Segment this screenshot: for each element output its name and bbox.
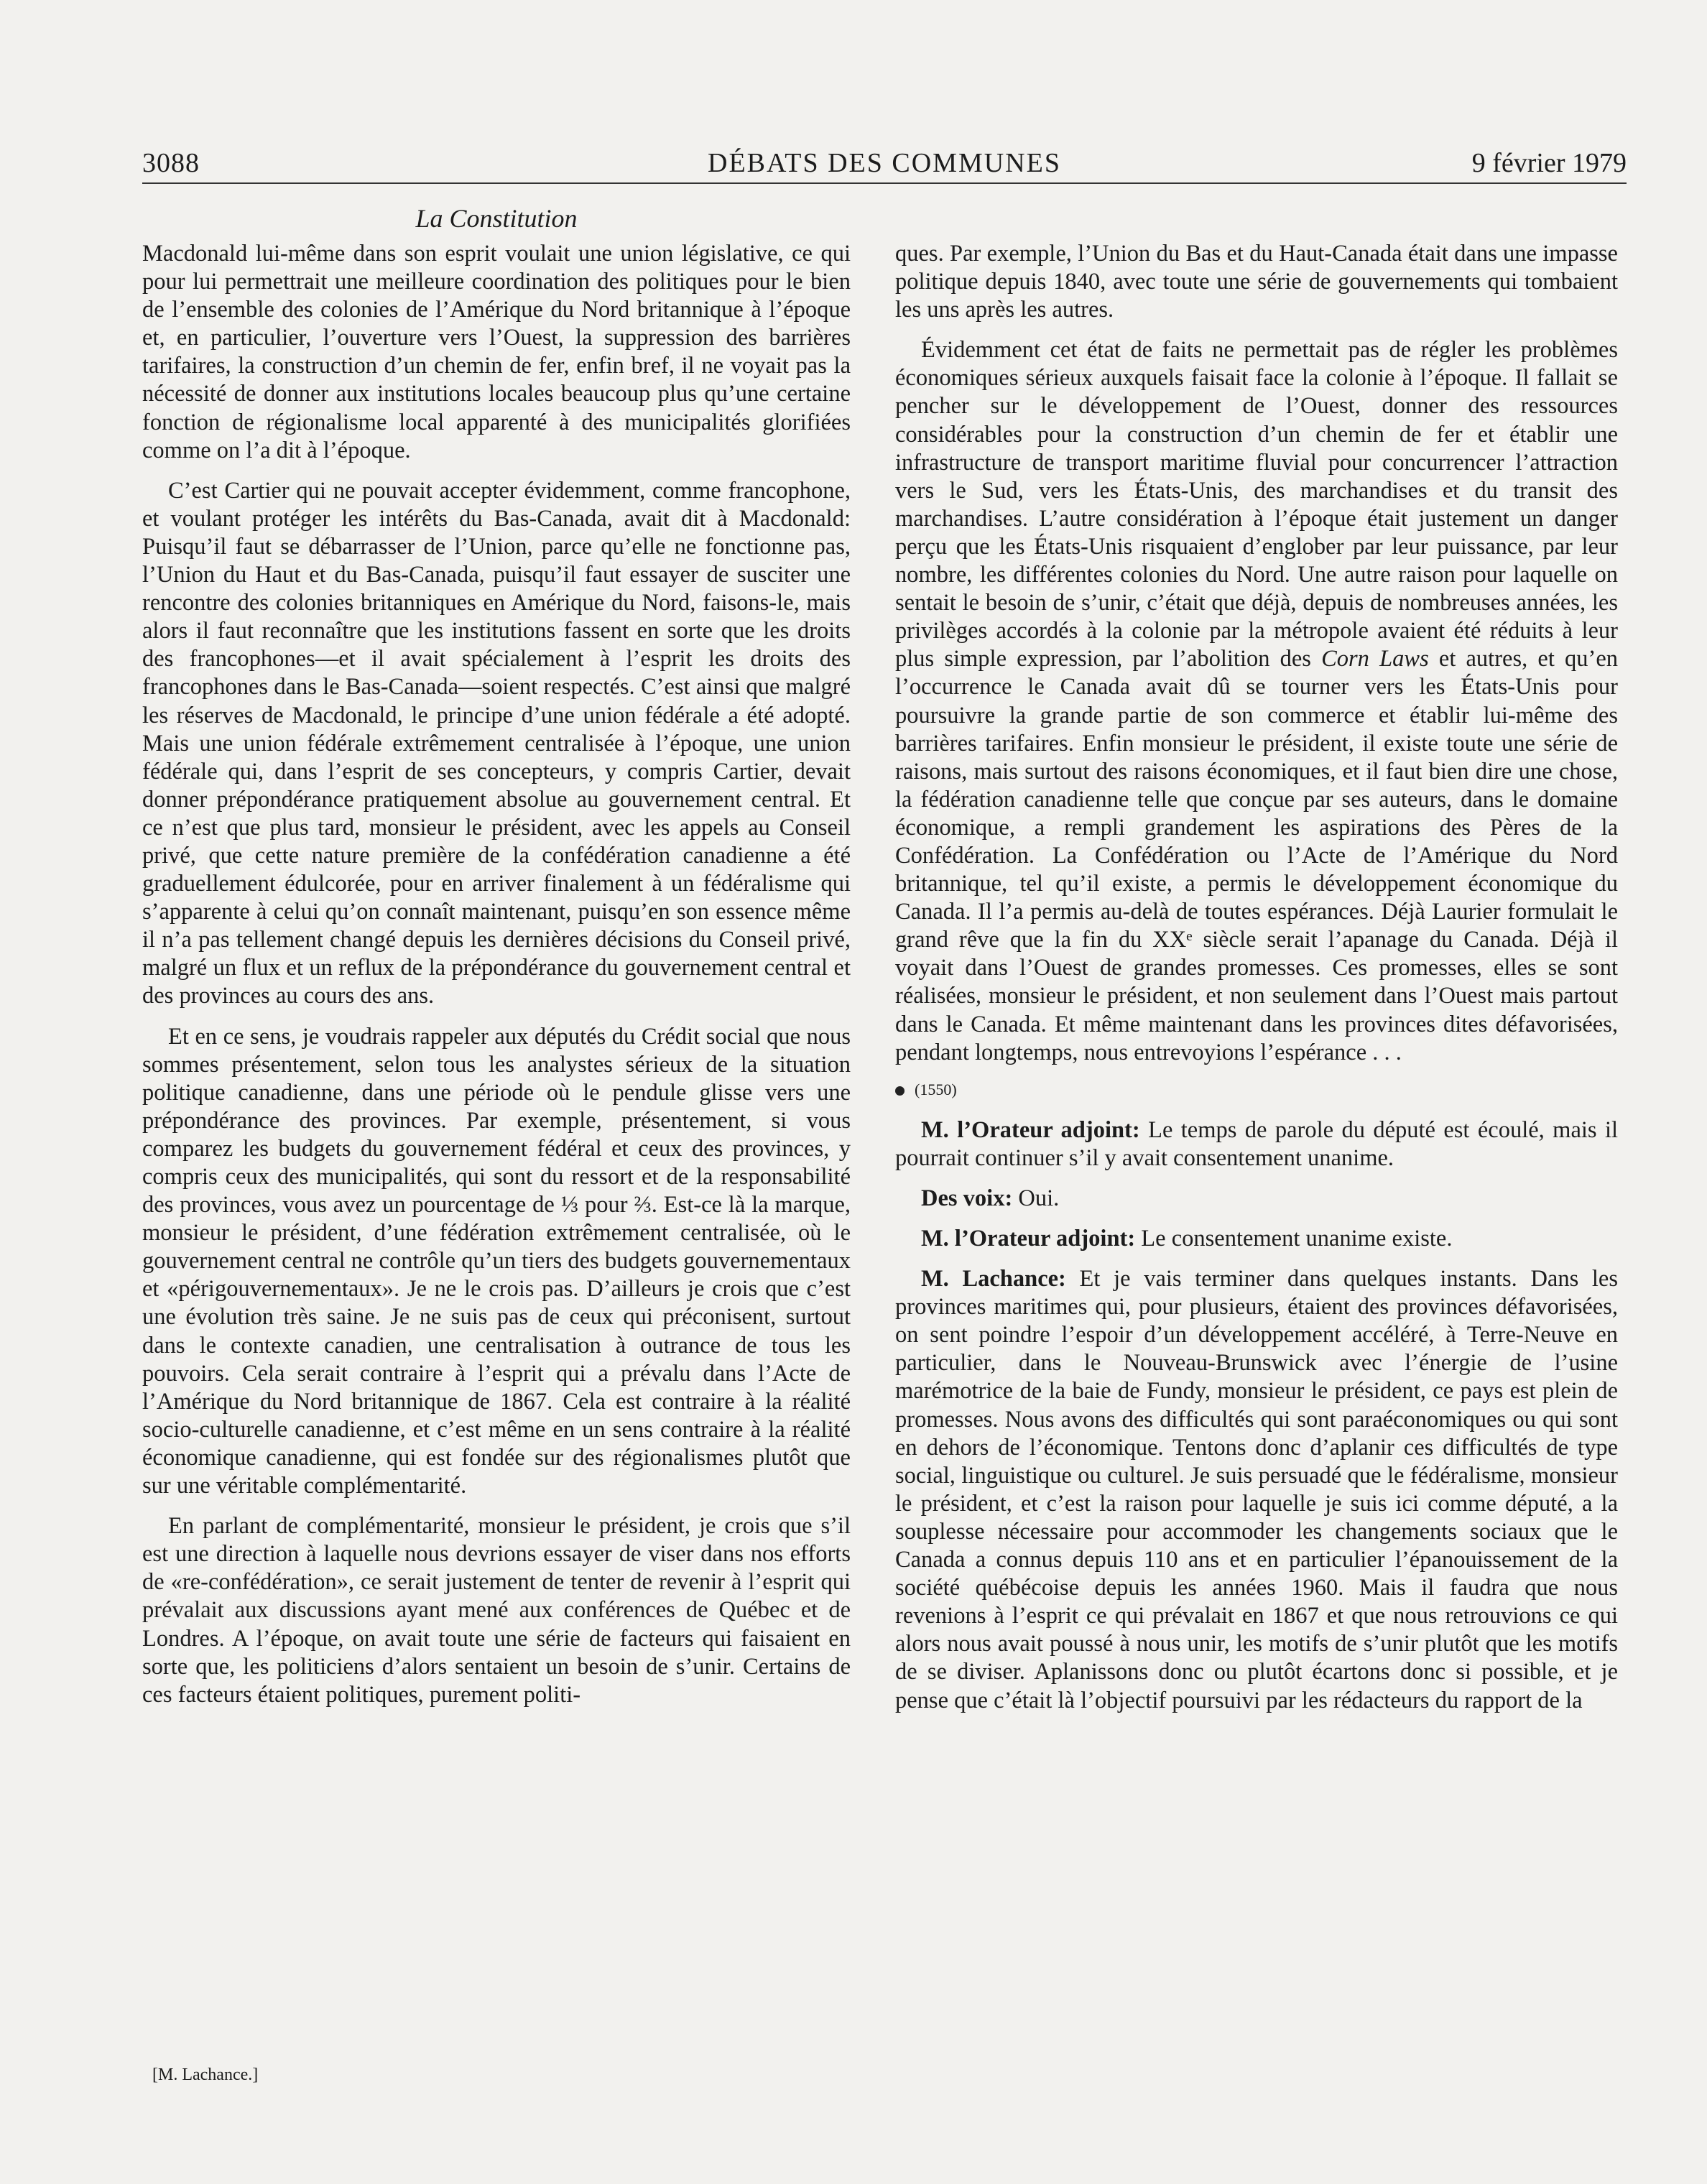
paragraph: Macdonald lui-même dans son esprit voulait une union législative, ce qui pour lui permettrait une meilleure coordination des politiques pour le bien de l’ensemble des colonies de l’Amérique du Nord britannique à l’époque et, en particulier, l’ouverture vers l’Ouest, la suppression des barrières tarifaires, la construction d’un chemin de fer, enfin bref, il ne voyait pas la nécessité de donner aux institutions locales beaucoup plus qu’une certaine fonction de régionalisme local apparenté à des municipalités glorifiées comme on l’a dit à l’époque. bbox=[142, 241, 851, 463]
paragraph-text: Évidemment cet état de faits ne permettait pas de régler les problèmes économiques sérieux auxquels faisait face la colonie à l’époque. Il fallait se pencher sur le développement de l’Ouest, donner des ressources considérables pour la construction d’un chemin de fer et établir une infrastructure de transport maritime fluvial pour concurrencer l’attraction vers le Sud, vers les États-Unis, des marchandises et du transit des marchandises. L’autre considération à l’époque était justement un danger perçu que les États-Unis risquaient d’englober par leur puissance, par leur nombre, les différentes colonies du Nord. Une autre raison pour laquelle on sentait le besoin de s’unir, c’était que déjà, depuis de nombreuses années, les privilèges accordés à la colonie par la métropole avaient été réduits à leur plus simple expression, par l’abolition des bbox=[895, 337, 1618, 672]
speech-text: Le consentement unanime existe. bbox=[1135, 1226, 1453, 1251]
speaker-signoff: [M. Lachance.] bbox=[152, 2065, 259, 2084]
paragraph: C’est Cartier qui ne pouvait accepter évidemment, comme francophone, et voulant protéger les intérêts du Bas-Canada, avait dit à Macdonald: Puisqu’il faut se débarrasser de l’Union, parce qu’elle ne fonctionne pas, l’Union du Haut et du Bas-Canada, puisqu’il faut essayer de susciter une rencontre des colonies britanniques en Amérique du Nord, faisons-le, mais alors il faut reconnaître que les institutions fassent en sorte que les droits des francophones—et il avait spécialement à l’esprit les droits des francophones dans le Bas-Canada—soient respectés. C’est ainsi que malgré les réserves de Macdonald, le principe d’une union fédérale a été adopté. Mais une union fédérale extrêmement centralisée à l’époque, une union fédérale qui, dans l’esprit de ses concepteurs, y compris Cartier, devait donner prépondérance pratiquement absolue au gouvernement central. Et ce n’est que plus tard, monsieur le président, avec les appels au Conseil privé, que cette nature première de la confédération canadienne a été graduellement édulcorée, pour en arriver finalement à un fédéralisme qui s’apparente à celui qu’on connaît maintenant, puisqu’en son essence même il n’a pas tellement changé depuis les dernières décisions du Conseil privé, malgré un flux et un reflux de la prépondérance du gouvernement central et des provinces au cours des ans. bbox=[142, 477, 851, 1009]
page-number: 3088 bbox=[142, 148, 200, 178]
publication-title: DÉBATS DES COMMUNES bbox=[708, 148, 1061, 178]
italic-term: Corn Laws bbox=[1321, 646, 1429, 672]
paragraph: ques. Par exemple, l’Union du Bas et du Haut-Canada était dans une impasse politique depuis 1840, avec toute une série de gouvernements qui tombaient les uns après les autres. bbox=[895, 241, 1618, 323]
paragraph: En parlant de complémentarité, monsieur le président, je crois que s’il est une direction à laquelle nous devrions essayer de viser dans nos efforts de «re-confédération», ce serait justement de tenter de revenir à l’esprit qui prévalait aux discussions ayant mené aux conférences de Québec et de Londres. A l’époque, on avait toute une série de facteurs qui faisaient en sorte que, les politiciens d’alors sentaient un besoin de s’unir. Certains de ces facteurs étaient politiques, purement politi- bbox=[142, 1513, 851, 1708]
time-marker bbox=[895, 1079, 1618, 1101]
speaker-name: M. Lachance: bbox=[921, 1266, 1066, 1292]
speaker-name: M. l’Orateur adjoint: bbox=[921, 1226, 1136, 1251]
paragraph bbox=[895, 336, 1618, 1066]
left-column bbox=[142, 240, 851, 1721]
speech-text: Et je vais terminer dans quelques instants. Dans les provinces maritimes qui, pour plusieurs, étaient des provinces défavorisées, on sent poindre l’espoir d’un développement accéléré, à Terre-Neuve en particulier, dans le Nouveau-Brunswick avec l’énergie de l’usine marémotrice de la baie de Fundy, monsieur le président, ce pays est plein de promesses. Nous avons des difficultés qui sont paraéconomiques ou qui sont en dehors de l’économique. Tentons donc d’aplanir ces difficultés de type social, linguistique ou culturel. Je suis persuadé que le fédéralisme, monsieur le président, et c’est la raison pour laquelle je suis ici comme député, a la souplesse nécessaire pour accommoder les changements sociaux que le Canada a connus depuis 110 ans et en particulier l’épanouissement de la société québécoise depuis les années 1960. Mais il faudra que nous revenions à l’esprit ce qui prévalait en 1867 et que nous retrouvions ce qui alors nous avait poussé à nous unir, les motifs de s’unir plutôt que les motifs de se diviser. Aplanissons donc ou plutôt écartons donc si possible, et je pense que c’était là l’objectif poursuivi par les rédacteurs du rapport de la bbox=[895, 1266, 1618, 1713]
right-column bbox=[895, 240, 1618, 1727]
bullet-icon bbox=[895, 1086, 905, 1096]
speech-text: Oui. bbox=[1012, 1185, 1060, 1211]
speech-paragraph bbox=[895, 1185, 1618, 1213]
speech-paragraph bbox=[895, 1116, 1618, 1172]
speech-paragraph bbox=[895, 1265, 1618, 1715]
page-header bbox=[142, 145, 1627, 181]
speech-paragraph bbox=[895, 1225, 1618, 1253]
paragraph: Et en ce sens, je voudrais rappeler aux députés du Crédit social que nous sommes présentement, selon tous les analystes sérieux de la situation politique canadienne, dans une période où le pendule glisse vers une prépondérance des provinces. Par exemple, présentement, si vous comparez les budgets du gouvernement fédéral et ceux des provinces, y compris ceux des municipalités, qui sont du ressort et de la responsabilité des provinces, vous avez un pourcentage de ⅓ pour ⅔. Est-ce là la marque, monsieur le président, d’une fédération extrêmement centralisée, où le gouvernement central ne contrôle qu’un tiers des budgets gouvernementaux et «périgouvernementaux». Je ne le crois pas. D’ailleurs je crois que c’est une évolution très saine. Je ne suis pas de ceux qui préconisent, surtout dans le contexte canadien, une centralisation à outrance de tous les pouvoirs. Cela serait contraire à l’esprit qui a prévalu dans l’Acte de l’Amérique du Nord britannique de 1867. Cela est contraire à la réalité socio-culturelle canadienne, et c’est même en un sens contraire à la réalité économique canadienne, qui est fondée sur des régionalismes plutôt que sur une véritable complémentarité. bbox=[142, 1023, 851, 1499]
paragraph-text: et autres, et qu’en l’occurrence le Canada avait dû se tourner vers les États-Unis pour poursuivre la grande partie de son commerce et établir lui-même des barrières tarifaires. Enfin monsieur le président, il existe toute une série de raisons, mais surtout des raisons économiques, et il faut bien dire une chose, la fédération canadienne telle que conçue par ses auteurs, dans le domaine économique, a rempli grandement les aspirations des Pères de la Confédération. La Confédération ou l’Acte de l’Amérique du Nord britannique, tel qu’il existe, a permis le développement économique du Canada. Il l’a permis au-delà de toutes espérances. Déjà Laurier formulait le grand rêve que la fin du XXᵉ siècle serait l’apanage du Canada. Déjà il voyait dans l’Ouest de grandes promesses. Ces promesses, elles se sont réalisées, monsieur le président, et non seulement dans l’Ouest mais partout dans le Canada. Et même maintenant dans les provinces dites défavorisées, pendant longtemps, nous entrevoyions l’espérance . . . bbox=[895, 646, 1618, 1065]
time-marker-text: (1550) bbox=[915, 1080, 957, 1098]
speaker-name: M. l’Orateur adjoint: bbox=[921, 1116, 1140, 1143]
speech-text: Le temps de parole du député est écoulé, mais il pourrait continuer s’il y avait consentement unanime. bbox=[895, 1116, 1618, 1171]
header-rule bbox=[142, 182, 1627, 184]
section-subject: La Constitution bbox=[415, 204, 578, 233]
speaker-name: Des voix: bbox=[921, 1185, 1013, 1211]
page-date: 9 février 1979 bbox=[1471, 148, 1627, 178]
